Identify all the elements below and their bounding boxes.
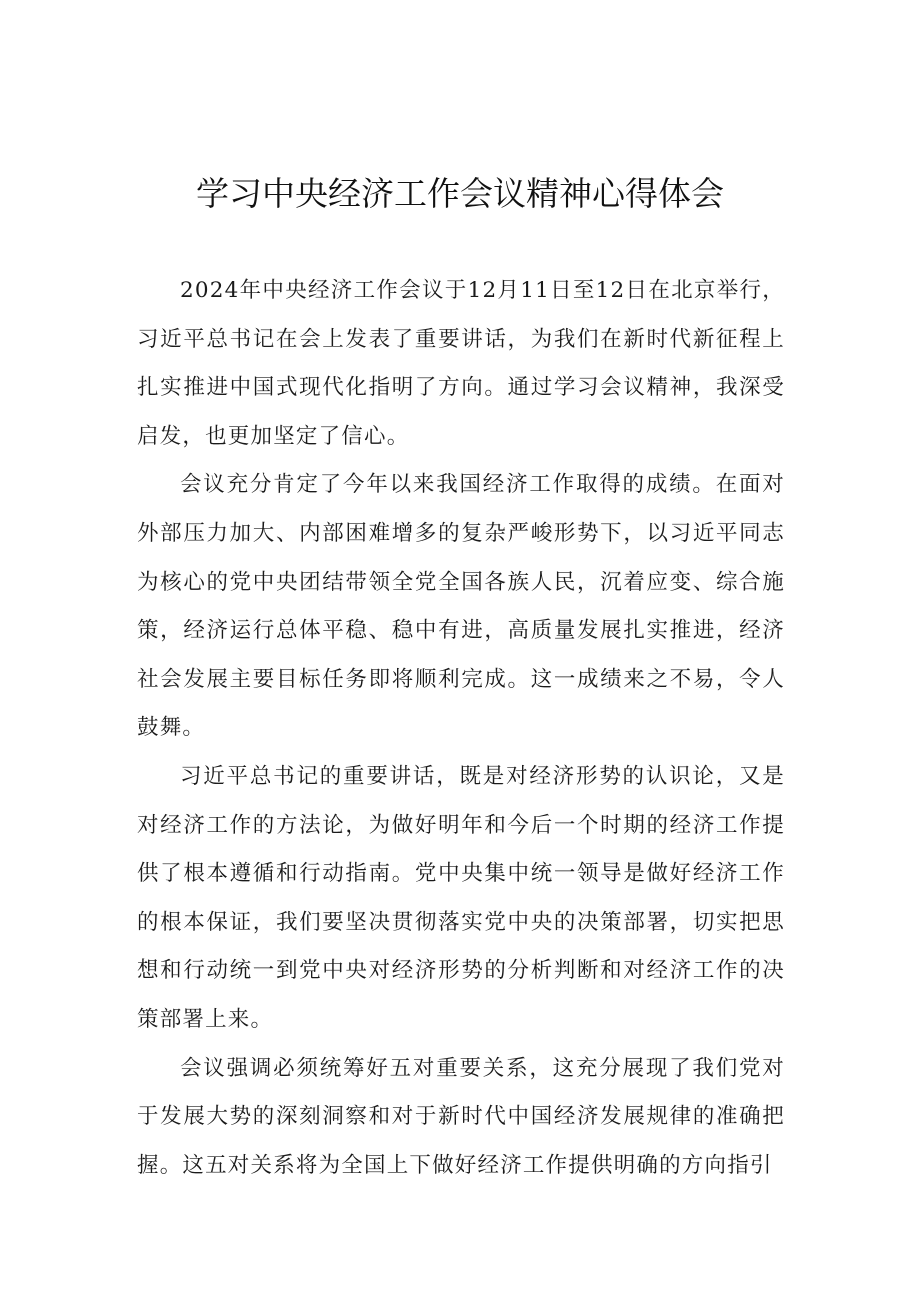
paragraph-4: 会议强调必须统筹好五对重要关系，这充分展现了我们党对于发展大势的深刻洞察和对于新时代中国经济发展规律的准确把握。这五对关系将为全国上下做好经济工作提供明确的方向指引 (137, 1055, 785, 1178)
document-body (137, 267, 785, 1190)
paragraph-3: 习近平总书记的重要讲话，既是对经济形势的认识论，又是对经济工作的方法论，为做好明年和今后一个时期的经济工作提供了根本遵循和行动指南。党中央集中统一领导是做好经济工作的根本保证，我们要坚决贯彻落实党中央的决策部署，切实把思想和行动统一到党中央对经济形势的分析判断和对经济工作的决策部署上来。 (137, 763, 785, 1032)
document-title: 学习中央经济工作会议精神心得体会 (196, 174, 724, 213)
paragraph-1: 2024年中央经济工作会议于12月11日至12日在北京举行，习近平总书记在会上发表了重要讲话，为我们在新时代新征程上扎实推进中国式现代化指明了方向。通过学习会议精神，我深受启发，也更加坚定了信心。 (137, 278, 785, 449)
paragraph-2: 会议充分肯定了今年以来我国经济工作取得的成绩。在面对外部压力加大、内部困难增多的复杂严峻形势下，以习近平同志为核心的党中央团结带领全党全国各族人民，沉着应变、综合施策，经济运行总体平稳、稳中有进，高质量发展扎实推进，经济社会发展主要目标任务即将顺利完成。这一成绩来之不易，令人鼓舞。 (137, 472, 785, 741)
